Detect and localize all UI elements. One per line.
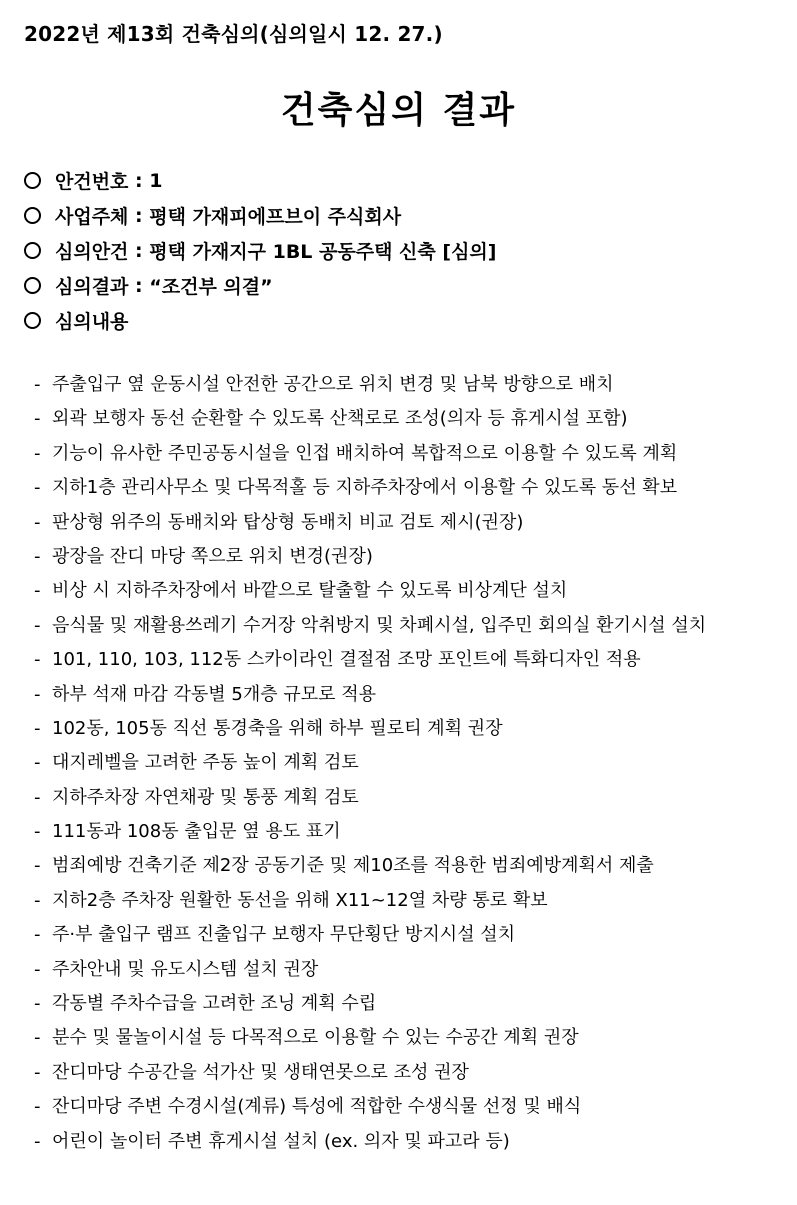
circle-bullet-icon — [24, 172, 41, 189]
list-item-text: 101, 110, 103, 112동 스카이라인 결절점 조망 포인트에 특화디자인 적용 — [52, 649, 641, 671]
info-value: “조건부 의결” — [149, 276, 273, 298]
list-item — [34, 884, 706, 918]
list-item — [34, 1021, 706, 1055]
dash-bullet: - — [34, 924, 41, 946]
dash-bullet: - — [34, 786, 41, 808]
dash-bullet: - — [34, 855, 41, 877]
dash-bullet: - — [34, 1061, 41, 1083]
dash-bullet: - — [34, 614, 41, 636]
list-item-text: 지하1층 관리사무소 및 다목적홀 등 지하주차장에서 이용할 수 있도록 동선 확보 — [52, 477, 678, 499]
info-separator: : — [128, 169, 150, 192]
info-label: 심의결과 — [55, 276, 129, 298]
dash-bullet: - — [34, 821, 41, 843]
info-item-agenda-title — [24, 233, 496, 268]
dash-bullet: - — [34, 889, 41, 911]
dash-bullet: - — [34, 442, 41, 464]
list-item-text: 111동과 108동 출입문 옆 용도 표기 — [52, 821, 341, 843]
list-item — [34, 987, 706, 1021]
dash-bullet: - — [34, 545, 41, 567]
list-item — [34, 678, 706, 712]
info-value: 평택 가재피에프브이 주식회사 — [149, 206, 402, 228]
list-item — [34, 471, 706, 505]
dash-bullet: - — [34, 752, 41, 774]
list-item-text: 주·부 출입구 램프 진출입구 보행자 무단횡단 방지시설 설치 — [52, 924, 516, 946]
dash-bullet: - — [34, 717, 41, 739]
info-separator: : — [128, 274, 150, 297]
dash-bullet: - — [34, 958, 41, 980]
list-item — [34, 849, 706, 883]
list-item-text: 주출입구 옆 운동시설 안전한 공간으로 위치 변경 및 남북 방향으로 배치 — [52, 374, 614, 395]
list-item-text: 하부 석재 마감 각동별 5개층 규모로 적용 — [52, 683, 376, 705]
list-item-text: 외곽 보행자 동선 순환할 수 있도록 산책로로 조성(의자 등 휴게시설 포함) — [52, 408, 628, 430]
list-item-text: 음식물 및 재활용쓰레기 수거장 악취방지 및 차폐시설, 입주민 회의실 환기시설 설치 — [52, 614, 707, 636]
dash-bullet: - — [34, 374, 41, 395]
list-item — [34, 1125, 706, 1159]
list-item-text: 각동별 주차수급을 고려한 조닝 계획 수립 — [52, 993, 377, 1015]
list-item — [34, 815, 706, 849]
info-value: 평택 가재지구 1BL 공동주택 신축 [심의] — [149, 241, 497, 263]
meeting-header: 2022년 제13회 건축심의(심의일시 12. 27.) — [24, 22, 443, 46]
list-item — [34, 953, 706, 987]
list-item — [34, 368, 706, 402]
list-item-text: 잔디마당 주변 수경시설(계류) 특성에 적합한 수생식물 선정 및 배식 — [52, 1096, 582, 1118]
list-item — [34, 506, 706, 540]
page-title: 건축심의 결과 — [280, 90, 517, 131]
circle-bullet-icon — [24, 312, 41, 329]
list-item — [34, 1090, 706, 1124]
list-item — [34, 643, 706, 677]
info-item-result — [24, 268, 496, 303]
list-item-text: 기능이 유사한 주민공동시설을 인접 배치하여 복합적으로 이용할 수 있도록 계획 — [52, 442, 678, 464]
info-label: 심의안건 — [55, 241, 129, 263]
info-item-agenda-number — [24, 163, 496, 198]
info-label: 심의내용 — [55, 311, 129, 333]
list-item-text: 지하2층 주차장 원활한 동선을 위해 X11~12열 차량 통로 확보 — [52, 889, 548, 911]
circle-bullet-icon — [24, 207, 41, 224]
info-label: 안건번호 — [55, 171, 129, 193]
info-separator: : — [128, 204, 150, 227]
dash-bullet: - — [34, 477, 41, 499]
info-label: 사업주체 — [55, 206, 129, 228]
dash-bullet: - — [34, 580, 41, 602]
info-value: 1 — [149, 169, 163, 192]
list-item — [34, 746, 706, 780]
list-item — [34, 609, 706, 643]
dash-bullet: - — [34, 1096, 41, 1118]
list-item-text: 지하주차장 자연채광 및 통풍 계획 검토 — [52, 786, 359, 808]
dash-bullet: - — [34, 1130, 41, 1152]
circle-bullet-icon — [24, 242, 41, 259]
dash-bullet: - — [34, 683, 41, 705]
info-item-project-owner — [24, 198, 496, 233]
review-content-list — [34, 368, 706, 1159]
list-item-text: 대지레벨을 고려한 주동 높이 계획 검토 — [52, 752, 359, 774]
list-item-text: 102동, 105동 직선 통경축을 위해 하부 필로티 계획 권장 — [52, 717, 503, 739]
circle-bullet-icon — [24, 277, 41, 294]
dash-bullet: - — [34, 649, 41, 671]
info-item-review-content — [24, 303, 496, 338]
list-item — [34, 781, 706, 815]
list-item — [34, 540, 706, 574]
list-item — [34, 712, 706, 746]
info-separator: : — [128, 239, 150, 262]
dash-bullet: - — [34, 511, 41, 533]
list-item — [34, 574, 706, 608]
dash-bullet: - — [34, 408, 41, 430]
dash-bullet: - — [34, 993, 41, 1015]
list-item-text: 비상 시 지하주차장에서 바깥으로 탈출할 수 있도록 비상계단 설치 — [52, 580, 568, 602]
dash-bullet: - — [34, 1027, 41, 1049]
list-item-text: 잔디마당 수공간을 석가산 및 생태연못으로 조성 권장 — [52, 1061, 469, 1083]
list-item-text: 판상형 위주의 동배치와 탑상형 동배치 비교 검토 제시(권장) — [52, 511, 524, 533]
list-item — [34, 1056, 706, 1090]
info-list — [24, 163, 496, 338]
list-item-text: 주차안내 및 유도시스템 설치 권장 — [52, 958, 319, 980]
list-item-text: 범죄예방 건축기준 제2장 공동기준 및 제10조를 적용한 범죄예방계획서 제출 — [52, 855, 654, 877]
list-item — [34, 918, 706, 952]
list-item — [34, 402, 706, 436]
list-item-text: 광장을 잔디 마당 쪽으로 위치 변경(권장) — [52, 545, 373, 567]
list-item — [34, 437, 706, 471]
list-item-text: 분수 및 물놀이시설 등 다목적으로 이용할 수 있는 수공간 계획 권장 — [52, 1027, 579, 1049]
list-item-text: 어린이 놀이터 주변 휴게시설 설치 (ex. 의자 및 파고라 등) — [52, 1130, 510, 1152]
